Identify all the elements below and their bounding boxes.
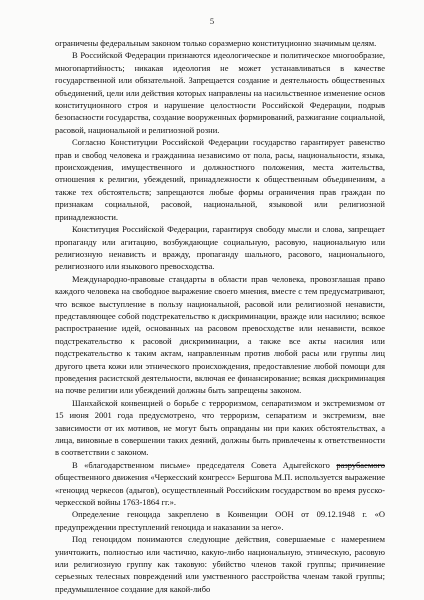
paragraph-gratitude-letter: [55, 459, 385, 509]
struck-out-word: разрубаемого: [336, 459, 385, 470]
paragraph-freedom-of-thought: Конституция Российской Федерации, гарантируя свободу мысли и слова, запрещает пропаганду или агитацию, возбуждающие социальную, расовую, национальную или религиозную ненависть и вражду, пропаганду шального, расового, национального, религиозного или языкового превосходства.: [55, 224, 385, 272]
paragraph-equality-guarantee: Согласно Конституции Российской Федерации государство гарантирует равенство прав и свобод человека и гражданина независимо от пола, расы, национальности, языка, происхождения, имущественного и должностного положения, места жительства, отношения к религии, убеждений, принадлежности к общественным объединениям, а также тех обстоятельств; запрещаются любые формы ограничения прав граждан по признакам социальной, расовой, национальной, языковой или религиозной принадлежности.: [55, 137, 385, 222]
page-number: 5: [209, 16, 215, 26]
paragraph-continuation: ограничены федеральным законом только соразмерно конституционно значимым целям.: [55, 38, 377, 48]
paragraph-international-standards: Международно-правовые стандарты в области прав человека, провозглашая право каждого человека на свободное выражение своего мнения, вместе с тем предусматривают, что всякое выступление в пользу национальной, расовой или религиозной ненависти, представляющее собой подстрекательство к дискриминации, вражде или насилию; всякое распространение идей, основанных на расовом превосходстве или ненависти, всякое подстрекательство к расовой дискриминации, а также все акты насилия или подстрекательство к таким актам, направленным против любой расы или группы лиц другого цвета кожи или этнического происхождения, предоставление любой помощи для проведения расистской деятельности, включая ее финансирование; всякая дискриминация на почве религии или убеждений должны быть запрещены законом.: [55, 273, 385, 396]
paragraph-gratitude-letter-end: общественного движения «Черкесский конгресс» Бершгова М.П. используется выражение «геноцид черкесов (адыгов), осуществленный Российским государством во время русско-черкесской войны 1763-1864 гг.».: [55, 472, 385, 508]
document-body: [55, 37, 385, 595]
paragraph-ideological-diversity: В Российской Федерации признаются идеологическое и политическое многообразие, многопартийность; никакая идеология не может устанавливаться в качестве государственной или обязательной. Запрещается создание и деятельность общественных объединений, цели или действия которых направлены на насильственное изменение основ конституционного строя и нарушение целостности Российской Федерации, подрыв безопасности государства, создание вооруженных формирований, разжигание социальной, расовой, национальной и религиозной розни.: [55, 50, 385, 135]
paragraph-shanghai-convention: Шанхайской конвенцией о борьбе с терроризмом, сепаратизмом и экстремизмом от 15 июня 2001 года предусмотрено, что терроризм, сепаратизм и экстремизм, вне зависимости от их мотивов, не могут быть оправданы ни при каких обстоятельствах, а лица, виновные в совершении таких деяний, должны быть привлечены к ответственности в соответствии с законом.: [55, 397, 385, 458]
paragraph-genocide-definition: Определение геноцида закреплено в Конвенции ООН от 09.12.1948 г. «О предупреждении преступлений геноцида и наказании за него».: [55, 509, 385, 532]
paragraph-gratitude-letter-start: В «благодарственном письме» председателя Совета Адыгейского: [72, 459, 337, 470]
paragraph-genocide-actions: Под геноцидом понимаются следующие действия, совершаемые с намерением уничтожить, полностью или частично, какую-либо национальную, этническую, расовую или религиозную группу как таковую: убийство членов такой группы; причинение серьезных телесных повреждений или умственного расстройства членам такой группы; предумышленное создание для какой-либо: [55, 534, 385, 594]
